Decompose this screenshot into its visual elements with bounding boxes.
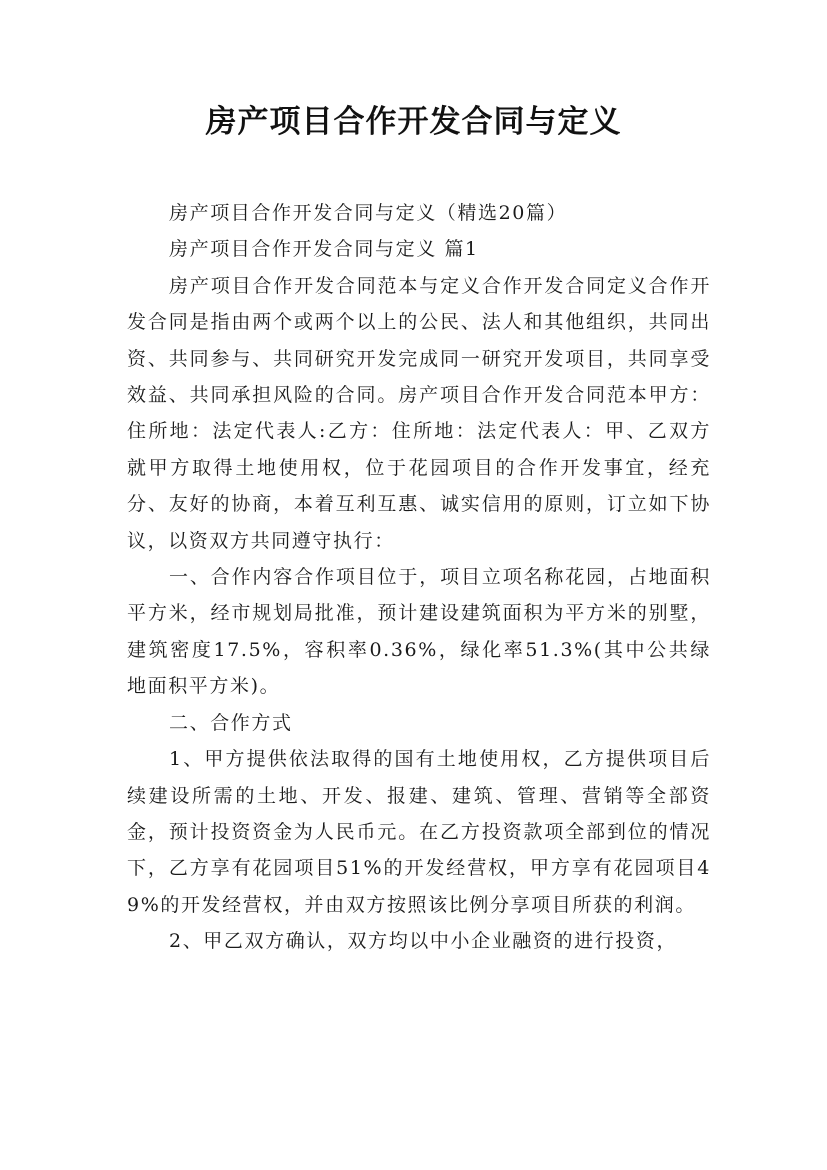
body-paragraph: 二、合作方式 bbox=[169, 711, 293, 734]
document-title: 房产项目合作开发合同与定义 bbox=[205, 104, 622, 140]
body-paragraph: 1、甲方提供依法取得的国有土地使用权，乙方提供项目后续建设所需的土地、开发、报建、建筑、管理、营销等全部资金，预计投资资金为人民币元。在乙方投资款项全部到位的情况下，乙方享有花园项目51%的开发经营权，甲方享有花园项目49%的开发经营权，并由双方按照该比例分享项目所获的利润。 bbox=[127, 748, 711, 916]
body-paragraph: 房产项目合作开发合同范本与定义合作开发合同定义合作开发合同是指由两个或两个以上的公民、法人和其他组织，共同出资、共同参与、共同研究开发完成同一研究开发项目，共同享受效益、共同承担风险的合同。房产项目合作开发合同范本甲方：住所地：法定代表人:乙方：住所地：法定代表人：甲、乙双方就甲方取得土地使用权，位于花园项目的合作开发事宜，经充分、友好的协商，本着互利互惠、诚实信用的原则，订立如下协议，以资双方共同遵守执行： bbox=[127, 274, 711, 552]
body-paragraph: 一、合作内容合作项目位于，项目立项名称花园，占地面积平方米，经市规划局批准，预计建设建筑面积为平方米的别墅，建筑密度17.5%，容积率0.36%，绿化率51.3%(其中公共绿地面积平方米)。 bbox=[127, 566, 711, 698]
document-subtitle: 房产项目合作开发合同与定义（精选20篇） bbox=[169, 202, 568, 224]
body-paragraph: 2、甲乙双方确认，双方均以中小企业融资的进行投资， bbox=[169, 930, 678, 953]
document-body bbox=[127, 195, 711, 960]
section-heading: 房产项目合作开发合同与定义 篇1 bbox=[169, 238, 479, 261]
